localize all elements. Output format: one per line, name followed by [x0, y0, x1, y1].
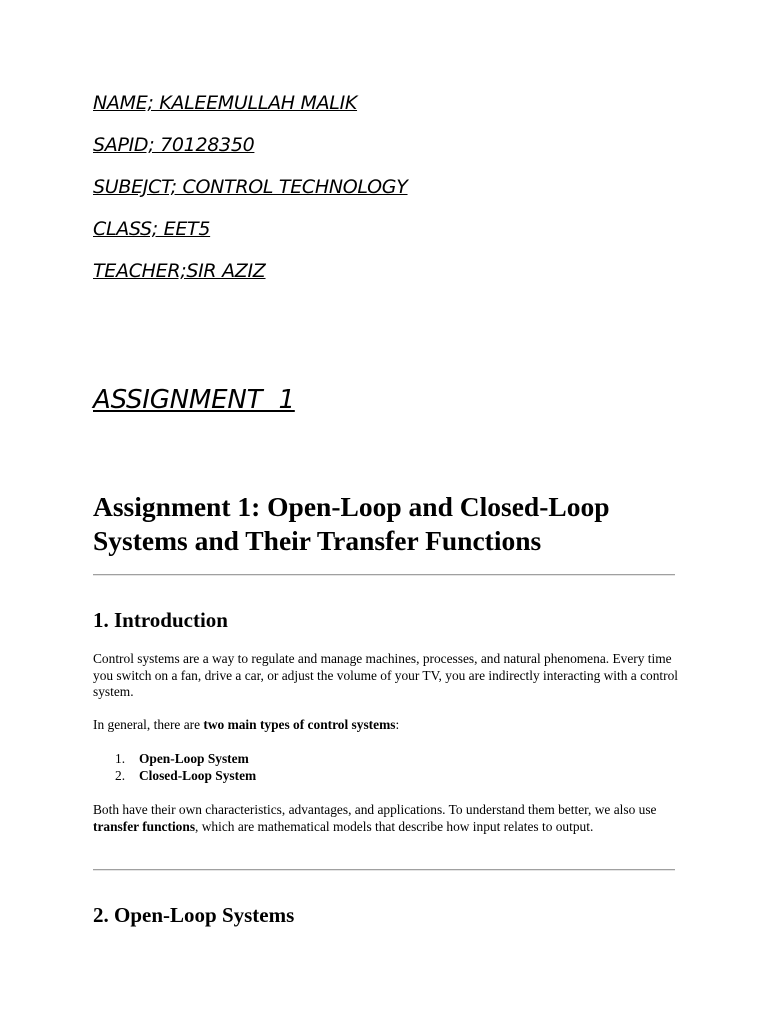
- list-item-text: Open-Loop System: [139, 751, 249, 766]
- list-item: [93, 751, 256, 768]
- types-paragraph-end: :: [395, 717, 400, 732]
- document-title: Assignment 1: Open-Loop and Closed-Loop Systems and Their Transfer Functions: [93, 491, 610, 556]
- list-item: [93, 768, 256, 785]
- transfer-paragraph-bold: transfer functions: [93, 818, 196, 834]
- list-item-number: 1.: [115, 751, 126, 766]
- class-line: CLASS; EET5: [93, 218, 211, 240]
- horizontal-rule: [93, 869, 675, 871]
- horizontal-rule: [93, 574, 675, 576]
- list-item-number: 2.: [115, 767, 126, 783]
- types-paragraph-text: In general, there are: [93, 717, 204, 732]
- list-item-text: Closed-Loop System: [139, 767, 257, 783]
- assignment-label: ASSIGNMENT 1: [93, 385, 295, 415]
- student-name-line: NAME; KALEEMULLAH MALIK: [93, 92, 358, 114]
- introduction-heading: 1. Introduction: [93, 608, 228, 632]
- introduction-paragraph: Control systems are a way to regulate and manage machines, processes, and natural phenomena. Every time you switch on a fan, drive a car, or adjust the volume of your TV, you are indirectly interacting with a control system.: [93, 651, 679, 699]
- open-loop-heading: 2. Open-Loop Systems: [93, 903, 295, 927]
- transfer-paragraph-end: , which are mathematical models that describe how input relates to output.: [195, 818, 594, 834]
- types-paragraph-bold: two main types of control systems: [203, 717, 396, 732]
- transfer-function-paragraph: [93, 802, 683, 835]
- sapid-line: SAPID; 70128350: [93, 134, 255, 156]
- control-types-list: [93, 751, 256, 784]
- subject-line: SUBEJCT; CONTROL TECHNOLOGY: [93, 176, 408, 198]
- transfer-paragraph-text: Both have their own characteristics, advantages, and applications. To understand them better, we also use: [93, 802, 657, 817]
- types-paragraph: [93, 717, 683, 734]
- teacher-line: TEACHER;SIR AZIZ: [93, 260, 266, 282]
